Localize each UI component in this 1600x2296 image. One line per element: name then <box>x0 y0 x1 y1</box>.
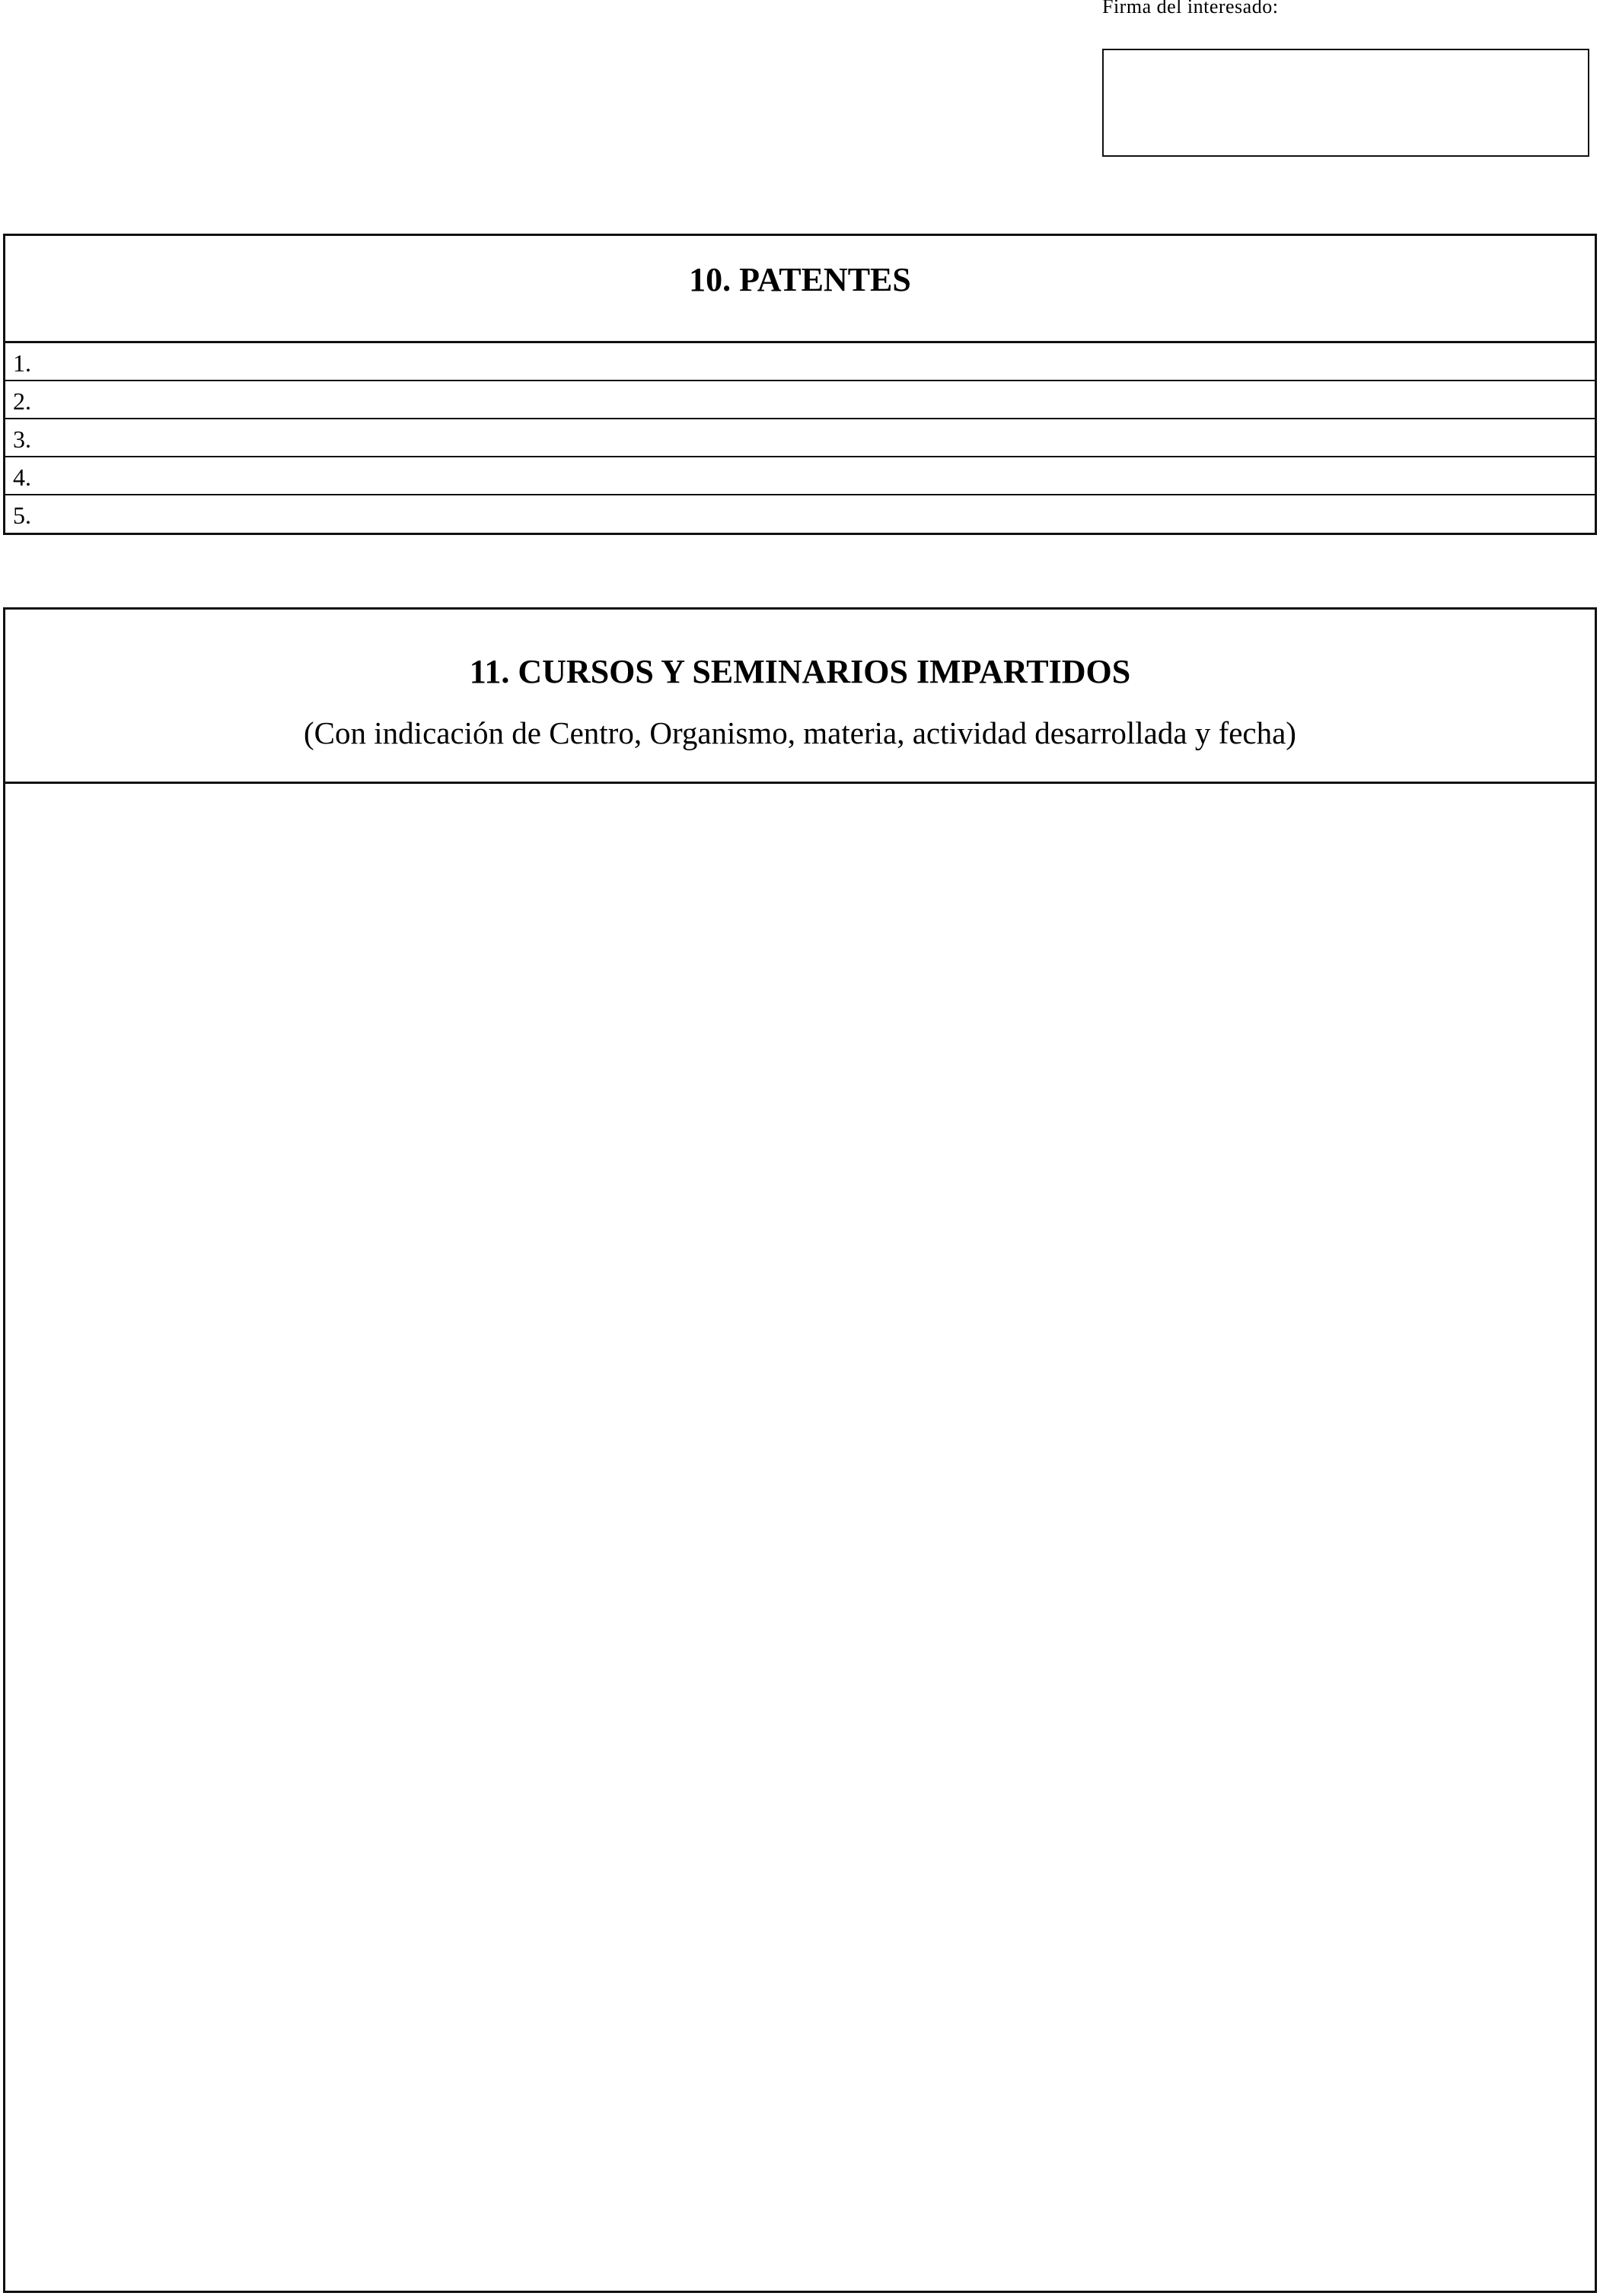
patente-row-3[interactable] <box>5 419 1595 457</box>
patente-row-number: 5. <box>13 502 31 529</box>
patentes-section <box>3 234 1597 535</box>
cursos-content-area[interactable] <box>5 784 1595 2291</box>
patentes-header <box>5 236 1595 343</box>
patente-row-4[interactable] <box>5 457 1595 495</box>
cursos-subtitle: (Con indicación de Centro, Organismo, materia, actividad desarrollada y fecha) <box>304 715 1296 750</box>
patente-row-2[interactable] <box>5 381 1595 419</box>
patentes-title: 10. PATENTES <box>689 261 911 298</box>
cursos-section <box>3 607 1597 2293</box>
patente-row-number: 1. <box>13 349 31 377</box>
cursos-title: 11. CURSOS Y SEMINARIOS IMPARTIDOS <box>469 653 1131 690</box>
signature-box[interactable] <box>1102 49 1589 157</box>
patente-row-number: 4. <box>13 463 31 491</box>
patente-row-5[interactable] <box>5 495 1595 533</box>
patente-row-number: 3. <box>13 425 31 453</box>
cursos-header <box>5 610 1595 784</box>
patente-row-number: 2. <box>13 387 31 415</box>
signature-label: Firma del interesado: <box>1102 0 1279 18</box>
patente-row-1[interactable] <box>5 343 1595 381</box>
